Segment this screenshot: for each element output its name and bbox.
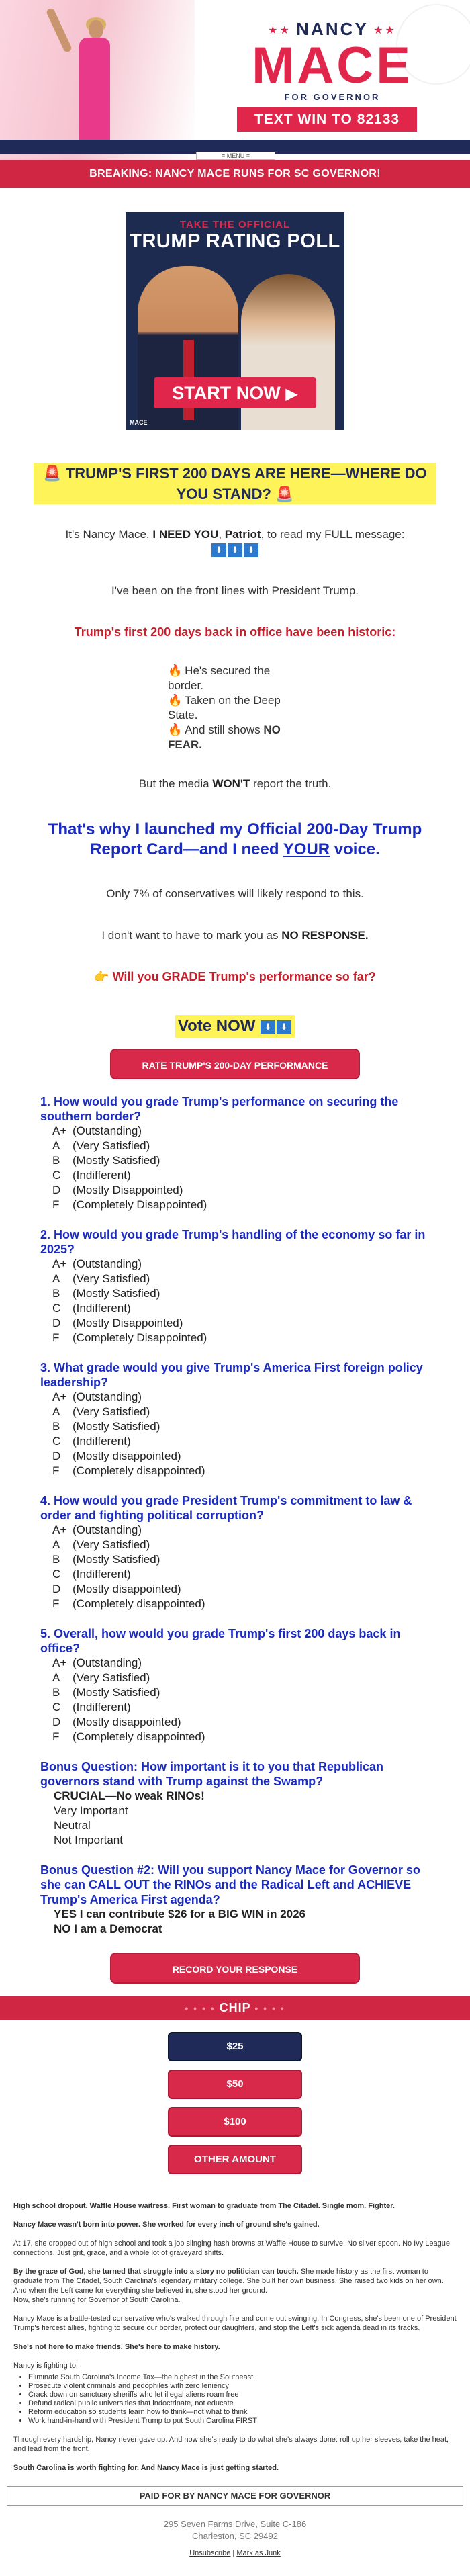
paid-for-disclaimer: PAID FOR BY NANCY MACE FOR GOVERNOR (7, 2486, 463, 2506)
footer-links: Unsubscribe | Mark as Junk (189, 2549, 281, 2557)
answer-option[interactable]: A+ (Outstanding) (52, 1257, 142, 1270)
answer-option[interactable]: CRUCIAL—No weak RINOs! (54, 1789, 205, 1802)
answer-option[interactable]: C (Indifferent) (52, 1568, 131, 1581)
answer-option[interactable]: Not Important (54, 1834, 123, 1847)
media-text: But the media WON'T report the truth. (138, 777, 332, 790)
campaign-logo: ★★ NANCY ★★ MACE FOR GOVERNOR (252, 19, 413, 102)
no-response-text: I don't want to have to mark you as NO RESPONSE. (101, 929, 369, 942)
mark-as-junk-link[interactable]: Mark as Junk (236, 2549, 281, 2557)
question-3: 3. What grade would you give Trump's America First foreign policy leadership? A+ (Outstanding) A (Very Satisfied) B (Mostly Satisfied) C (Indifferent) D (Mostly disappointed) F (Completely disappointed) (40, 1360, 430, 1478)
answer-option[interactable]: A (Very Satisfied) (52, 1405, 150, 1418)
list-item: • Work hand-in-hand with President Trump to put South Carolina FIRST (28, 2417, 457, 2426)
answer-option[interactable]: D (Mostly disappointed) (52, 1583, 181, 1595)
answer-option[interactable]: A (Very Satisfied) (52, 1139, 150, 1152)
fire-icon: 🔥 (168, 723, 183, 736)
alert-headline: 🚨 TRUMP'S FIRST 200 DAYS ARE HERE—WHERE DO YOU STAND? 🚨 (34, 463, 436, 504)
bonus-question-2: Bonus Question #2: Will you support Nancy Mace for Governor so she can CALL OUT the RINOs and the Radical Left and ACHIEVE Trump's America First agenda? YES I can contribute $26 for a BIG WIN in 2026 NO I am a Democrat (40, 1863, 430, 1937)
down-arrow-icon: ⬇ (211, 543, 226, 557)
trump-rating-poll-image[interactable]: TAKE THE OFFICIAL TRUMP RATING POLL START NOW ▶ MACE (126, 212, 344, 430)
answer-option[interactable]: D (Mostly disappointed) (52, 1716, 181, 1728)
list-item: • Eliminate South Carolina's Income Tax—the highest in the Southeast (28, 2373, 457, 2382)
answer-option[interactable]: F (Completely disappointed) (52, 1730, 205, 1743)
fire-icon: 🔥 (168, 694, 183, 707)
list-item: 🔥 He's secured the border. (168, 664, 271, 692)
answer-option[interactable]: B (Mostly Satisfied) (52, 1154, 160, 1167)
unsubscribe-link[interactable]: Unsubscribe (189, 2549, 231, 2557)
answer-option[interactable]: F (Completely disappointed) (52, 1597, 205, 1610)
email-header (0, 0, 470, 160)
answer-option[interactable]: A+ (Outstanding) (52, 1124, 142, 1137)
front-lines-text: I've been on the front lines with President Trump. (111, 584, 359, 597)
list-item: • Prosecute violent criminals and pedophiles with zero leniency (28, 2382, 457, 2391)
chip-banner: • • • • CHIP • • • • (0, 1996, 470, 2020)
answer-option[interactable]: F (Completely Disappointed) (52, 1198, 207, 1211)
list-item: • Crack down on sanctuary sheriffs who let illegal aliens roam free (28, 2391, 457, 2399)
answer-option[interactable]: C (Indifferent) (52, 1302, 131, 1315)
answer-option[interactable]: F (Completely Disappointed) (52, 1331, 207, 1344)
answer-option[interactable]: A+ (Outstanding) (52, 1523, 142, 1536)
start-now-button[interactable]: START NOW ▶ (154, 377, 316, 408)
answer-option[interactable]: Neutral (54, 1819, 91, 1832)
answer-option[interactable]: C (Indifferent) (52, 1169, 131, 1182)
answer-option[interactable]: C (Indifferent) (52, 1701, 131, 1714)
answer-option[interactable]: C (Indifferent) (52, 1435, 131, 1448)
question-1: 1. How would you grade Trump's performance on securing the southern border? A+ (Outstanding) A (Very Satisfied) B (Mostly Satisfied) C (Indifferent) D (Mostly Disappointed) F (Completely Disappointed) (40, 1094, 430, 1212)
rate-performance-button[interactable]: RATE TRUMP'S 200-DAY PERFORMANCE (110, 1049, 360, 1079)
fire-icon: 🔥 (168, 664, 183, 677)
answer-option[interactable]: A (Very Satisfied) (52, 1272, 150, 1285)
answer-option[interactable]: D (Mostly disappointed) (52, 1450, 181, 1462)
report-card-headline: That's why I launched my Official 200-Day Trump Report Card—and I need YOUR voice. (48, 820, 422, 858)
down-arrow-icon: ⬇ (228, 543, 242, 557)
question-2: 2. How would you grade Trump's handling of the economy so far in 2025? A+ (Outstanding) A (Very Satisfied) B (Mostly Satisfied) C (Indifferent) D (Mostly Disappointed) F (Completely Disappointed) (40, 1227, 430, 1345)
donate-other-button[interactable]: OTHER AMOUNT (168, 2145, 302, 2174)
menu-toggle[interactable]: ≡ MENU ≡ (196, 152, 275, 160)
down-arrow-icon: ⬇ (277, 1020, 291, 1034)
answer-option[interactable]: Very Important (54, 1804, 128, 1817)
achievement-list (168, 664, 302, 752)
donate-25-button[interactable]: $25 (168, 2032, 302, 2061)
answer-option[interactable]: B (Mostly Satisfied) (52, 1686, 160, 1699)
answer-option[interactable]: B (Mostly Satisfied) (52, 1287, 160, 1300)
question-5: 5. Overall, how would you grade Trump's first 200 days back in office? A+ (Outstanding) A (Very Satisfied) B (Mostly Satisfied) C (Indifferent) D (Mostly disappointed) F (Completely disappointed) (40, 1626, 430, 1744)
answer-option[interactable]: A+ (Outstanding) (52, 1390, 142, 1403)
arrow-right-icon: ▶ (285, 385, 298, 403)
list-item: • Defund radical public universities that indoctrinate, not educate (28, 2399, 457, 2408)
text-to-join-banner[interactable]: TEXT WIN TO 82133 (237, 107, 417, 132)
grade-prompt: 👉 Will you GRADE Trump's performance so far? (94, 970, 376, 983)
answer-option[interactable]: A+ (Outstanding) (52, 1656, 142, 1669)
vote-now-label: Vote NOW ⬇ ⬇ (175, 1015, 295, 1038)
answer-option[interactable]: NO I am a Democrat (54, 1922, 162, 1935)
question-4: 4. How would you grade President Trump's commitment to law & order and fighting political corruption? A+ (Outstanding) A (Very Satisfied) B (Mostly Satisfied) C (Indifferent) D (Mostly disappointed) F (Completely disappointed) (40, 1493, 430, 1611)
answer-option[interactable]: F (Completely disappointed) (52, 1464, 205, 1477)
list-item: • Reform education so students learn how to think—not what to think (28, 2408, 457, 2417)
answer-option[interactable]: D (Mostly Disappointed) (52, 1317, 183, 1329)
answer-option[interactable]: B (Mostly Satisfied) (52, 1553, 160, 1566)
intro-line: It's Nancy Mace. I NEED YOU, Patriot, to read my FULL message: ⬇ ⬇ ⬇ (28, 527, 442, 557)
answer-option[interactable]: A (Very Satisfied) (52, 1538, 150, 1551)
candidate-bio: High school dropout. Waffle House waitress. First woman to graduate from The Citadel. Single mom. Fighter. Nancy Mace wasn't born into power. She worked for every inch of ground she's gained. At 17, she dropped out of high school and took a job slinging hash browns at Waffle House to survive. No silver spoon. No Ivy League connections. Just grit, grace, and a whole lot of graveyard shifts. By the grace of God, she turned that struggle into a story no politician can touch. She made history as the first woman to graduate from The Citadel, South Carolina's legendary military college. She built her own business. She raised two kids on her own. And when the Left came for everything she believed in, she stood her ground. Now, she's running for Governor of South Carolina. Nancy Mace is a battle-tested conservative who's walked through fire and come out swinging. In Congress, she's been one of President Trump's fiercest allies, fighting to secure our border, protect our daughters, and stop the Left's sick agenda dead in its tracks. She's not here to make friends. She's here to make history. Nancy is fighting to: • Eliminate South Carolina's Income Tax—the highest in the Southeast • Prosecute violent criminals and pedophiles with zero leniency • Crack down on sanctuary sheriffs who let illegal aliens roam free • Defund radical public universities that indoctrinate, not educate • Reform education so students learn how to think—not what to think • Work hand-in-hand with President Trump to put South Carolina FIRST Through every hardship, Nancy never gave up. And now she's ready to do what she's always done: roll up her sleeves, take the heat, and lead from the front. South Carolina is worth fighting for. And Nancy Mace is just getting started. (13, 2201, 457, 2473)
answer-option[interactable]: YES I can contribute $26 for a BIG WIN in 2026 (54, 1908, 306, 1920)
answer-option[interactable]: B (Mostly Satisfied) (52, 1420, 160, 1433)
breaking-banner: BREAKING: NANCY MACE RUNS FOR SC GOVERNOR! (0, 160, 470, 188)
donate-50-button[interactable]: $50 (168, 2070, 302, 2099)
survey-questions (0, 1094, 470, 1937)
down-arrow-icon: ⬇ (261, 1020, 275, 1034)
answer-option[interactable]: D (Mostly Disappointed) (52, 1184, 183, 1196)
priority-list (28, 2373, 457, 2426)
donate-100-button[interactable]: $100 (168, 2107, 302, 2137)
candidate-photo (0, 0, 195, 160)
down-arrow-icon: ⬇ (244, 543, 258, 557)
list-item: 🔥 And still shows NO FEAR. (168, 723, 281, 751)
historic-text: Trump's first 200 days back in office have been historic: (74, 625, 396, 639)
mailing-address: 295 Seven Farms Drive, Suite C-186 Charleston, SC 29492 (163, 2519, 307, 2541)
answer-option[interactable]: A (Very Satisfied) (52, 1671, 150, 1684)
record-response-button[interactable]: RECORD YOUR RESPONSE (110, 1953, 360, 1984)
list-item: 🔥 Taken on the Deep State. (168, 694, 281, 721)
respond-text: Only 7% of conservatives will likely respond to this. (106, 887, 364, 900)
bonus-question-1: Bonus Question: How important is it to you that Republican governors stand with Trump against the Swamp? CRUCIAL—No weak RINOs! Very Important Neutral Not Important (40, 1759, 430, 1848)
